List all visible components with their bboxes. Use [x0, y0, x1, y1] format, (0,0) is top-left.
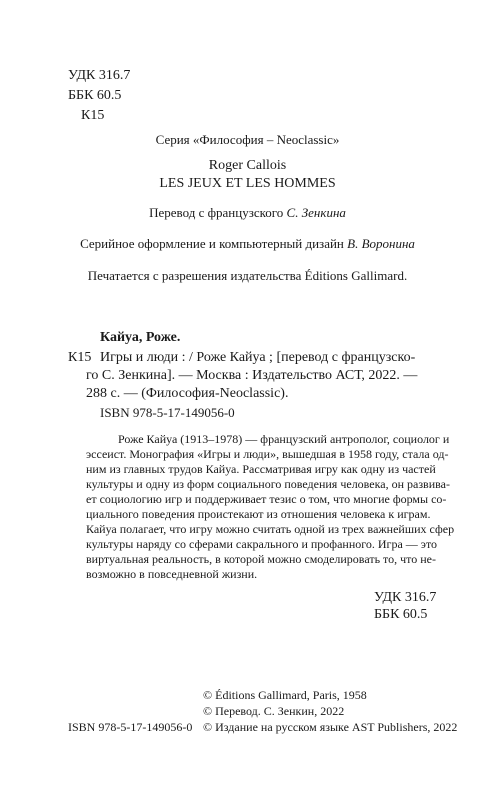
translation-text: Перевод с французского [149, 205, 287, 220]
description-line: виртуальная реальность, в которой можно смоделировать то, что не- [86, 552, 436, 566]
author-mark: К15 [81, 108, 105, 123]
translation-credit [0, 205, 495, 220]
permission-line: Печатается с разрешения издательства Éditions Gallimard. [87, 268, 408, 283]
original-title: LES JEUX ET LES HOMMES [159, 176, 336, 191]
description-line: эссеист. Монография «Игры и люди», вышедшая в 1958 году, стала од- [86, 447, 449, 461]
bottom-isbn: ISBN 978-5-17-149056-0 [68, 720, 193, 734]
description-line: циального поведения проистекают из отношения человека к играм. [86, 507, 431, 521]
description-line: Роже Кайуа (1913–1978) — французский антрополог, социолог и [118, 432, 450, 446]
footer-bbk-code: ББК 60.5 [374, 607, 428, 622]
design-text: Серийное оформление и компьютерный дизайн [80, 236, 348, 251]
design-credit [0, 236, 495, 251]
description-line: культуры наряду со сферами сакрального и профанного. Игра — это [86, 537, 438, 551]
copyright-line: © Éditions Gallimard, Paris, 1958 [203, 688, 367, 702]
catalog-line: го С. Зенкина]. — Москва : Издательство АСТ, 2022. — [86, 368, 418, 383]
description-line: ним из главных трудов Кайуа. Рассматривая игру как одну из частей [86, 462, 436, 476]
designer-name: В. Воронина [347, 236, 415, 251]
catalog-isbn: ISBN 978-5-17-149056-0 [100, 405, 235, 420]
description-line: ет социологию игр и поддерживает тезис о том, что многие формы со- [86, 492, 447, 506]
catalog-mark: К15 [68, 350, 92, 365]
original-author: Roger Callois [208, 158, 287, 173]
description-line: культуры и одну из форм социального поведения человека, он развива- [86, 477, 450, 491]
udk-code: УДК 316.7 [68, 68, 131, 83]
catalog-line: 288 с. — (Философия-Neoclassic). [86, 386, 289, 401]
catalog-line: Игры и люди : / Роже Кайуа ; [перевод с французско- [100, 350, 416, 365]
catalog-heading: Кайуа, Роже. [100, 330, 181, 345]
translator-name: С. Зенкина [286, 205, 346, 220]
bbk-code: ББК 60.5 [68, 88, 122, 103]
series-line: Серия «Философия – Neoclassic» [155, 132, 340, 147]
description-line: возможно в повседневной жизни. [86, 567, 258, 581]
description-line: Кайуа полагает, что игру можно считать одной из трех важнейших сфер [86, 522, 455, 536]
copyright-line: © Издание на русском языке AST Publishers, 2022 [203, 720, 458, 734]
copyright-line: © Перевод. С. Зенкин, 2022 [203, 704, 345, 718]
footer-udk-code: УДК 316.7 [374, 590, 437, 605]
